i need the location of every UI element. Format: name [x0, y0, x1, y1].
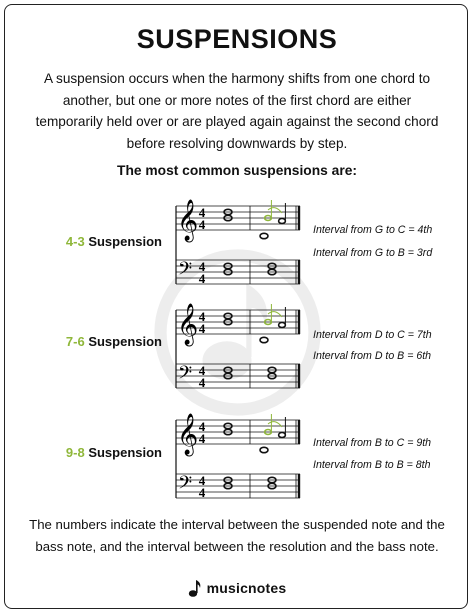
suspension-row-4-3	[0, 198, 474, 298]
svg-text:4: 4	[198, 375, 206, 390]
time-signature	[199, 205, 206, 286]
suspension-row-9-8	[0, 412, 474, 512]
suspension-label	[0, 445, 162, 460]
treble-clef-icon: 𝄞	[177, 200, 199, 241]
svg-text:4: 4	[198, 217, 206, 232]
svg-text:4: 4	[198, 309, 206, 324]
interval-note-2: Interval from G to B = 3rd	[313, 247, 433, 259]
interval-note-1: Interval from G to C = 4th	[313, 224, 433, 236]
suspension-word: Suspension	[88, 334, 162, 349]
interval-note-2: Interval from D to B = 6th	[313, 350, 432, 362]
chord-notes	[224, 209, 285, 274]
intro-paragraph: A suspension occurs when the harmony shifts from one chord to another, but one or more notes of the first chord are either temporarily held over or are played again against the second chord before resolving downwards by step.	[35, 71, 439, 151]
suspension-number: 4-3	[65, 234, 85, 249]
grand-staff-7-6	[172, 302, 312, 392]
interval-note-1: Interval from D to C = 7th	[313, 329, 432, 341]
suspension-row-7-6	[0, 302, 474, 402]
svg-text:4: 4	[198, 485, 206, 500]
svg-text:4: 4	[198, 431, 206, 446]
bass-staff	[176, 364, 300, 388]
svg-text:4: 4	[198, 473, 206, 488]
suspension-number: 9-8	[65, 445, 85, 460]
bass-clef-icon: 𝄢	[178, 473, 193, 498]
musicnotes-logo-icon	[188, 578, 202, 598]
suspension-label	[0, 334, 162, 349]
treble-clef-icon: 𝄞	[177, 414, 199, 455]
bass-clef-icon: 𝄢	[178, 363, 193, 388]
suspension-label	[0, 234, 162, 249]
brand-footer	[0, 578, 474, 603]
time-signature	[199, 309, 206, 390]
svg-text:4: 4	[198, 271, 206, 286]
treble-clef-icon: 𝄞	[177, 304, 199, 345]
bass-staff	[176, 474, 300, 498]
interval-note-1: Interval from B to C = 9th	[313, 437, 432, 449]
svg-text:4: 4	[198, 259, 206, 274]
page-title: SUSPENSIONS	[136, 24, 338, 54]
svg-text:4: 4	[198, 419, 206, 434]
svg-text:4: 4	[198, 321, 206, 336]
chord-notes	[224, 423, 285, 488]
interval-note-2: Interval from B to B = 8th	[313, 459, 431, 471]
suspension-word: Suspension	[88, 234, 162, 249]
time-signature	[199, 419, 206, 500]
suspension-number: 7-6	[65, 334, 85, 349]
grand-staff-9-8	[172, 412, 312, 502]
bass-clef-icon: 𝄢	[178, 259, 193, 284]
footer-paragraph: The numbers indicate the interval between the suspended note and the bass note, and the interval between the resolution and the bass note.	[29, 517, 445, 554]
subheading: The most common suspensions are:	[117, 163, 357, 178]
suspension-word: Suspension	[88, 445, 162, 460]
svg-text:4: 4	[198, 205, 206, 220]
svg-text:4: 4	[198, 363, 206, 378]
grand-staff-4-3	[172, 198, 312, 288]
bass-staff	[176, 260, 300, 284]
chord-notes	[224, 313, 285, 378]
brand-name: musicnotes	[206, 580, 287, 596]
